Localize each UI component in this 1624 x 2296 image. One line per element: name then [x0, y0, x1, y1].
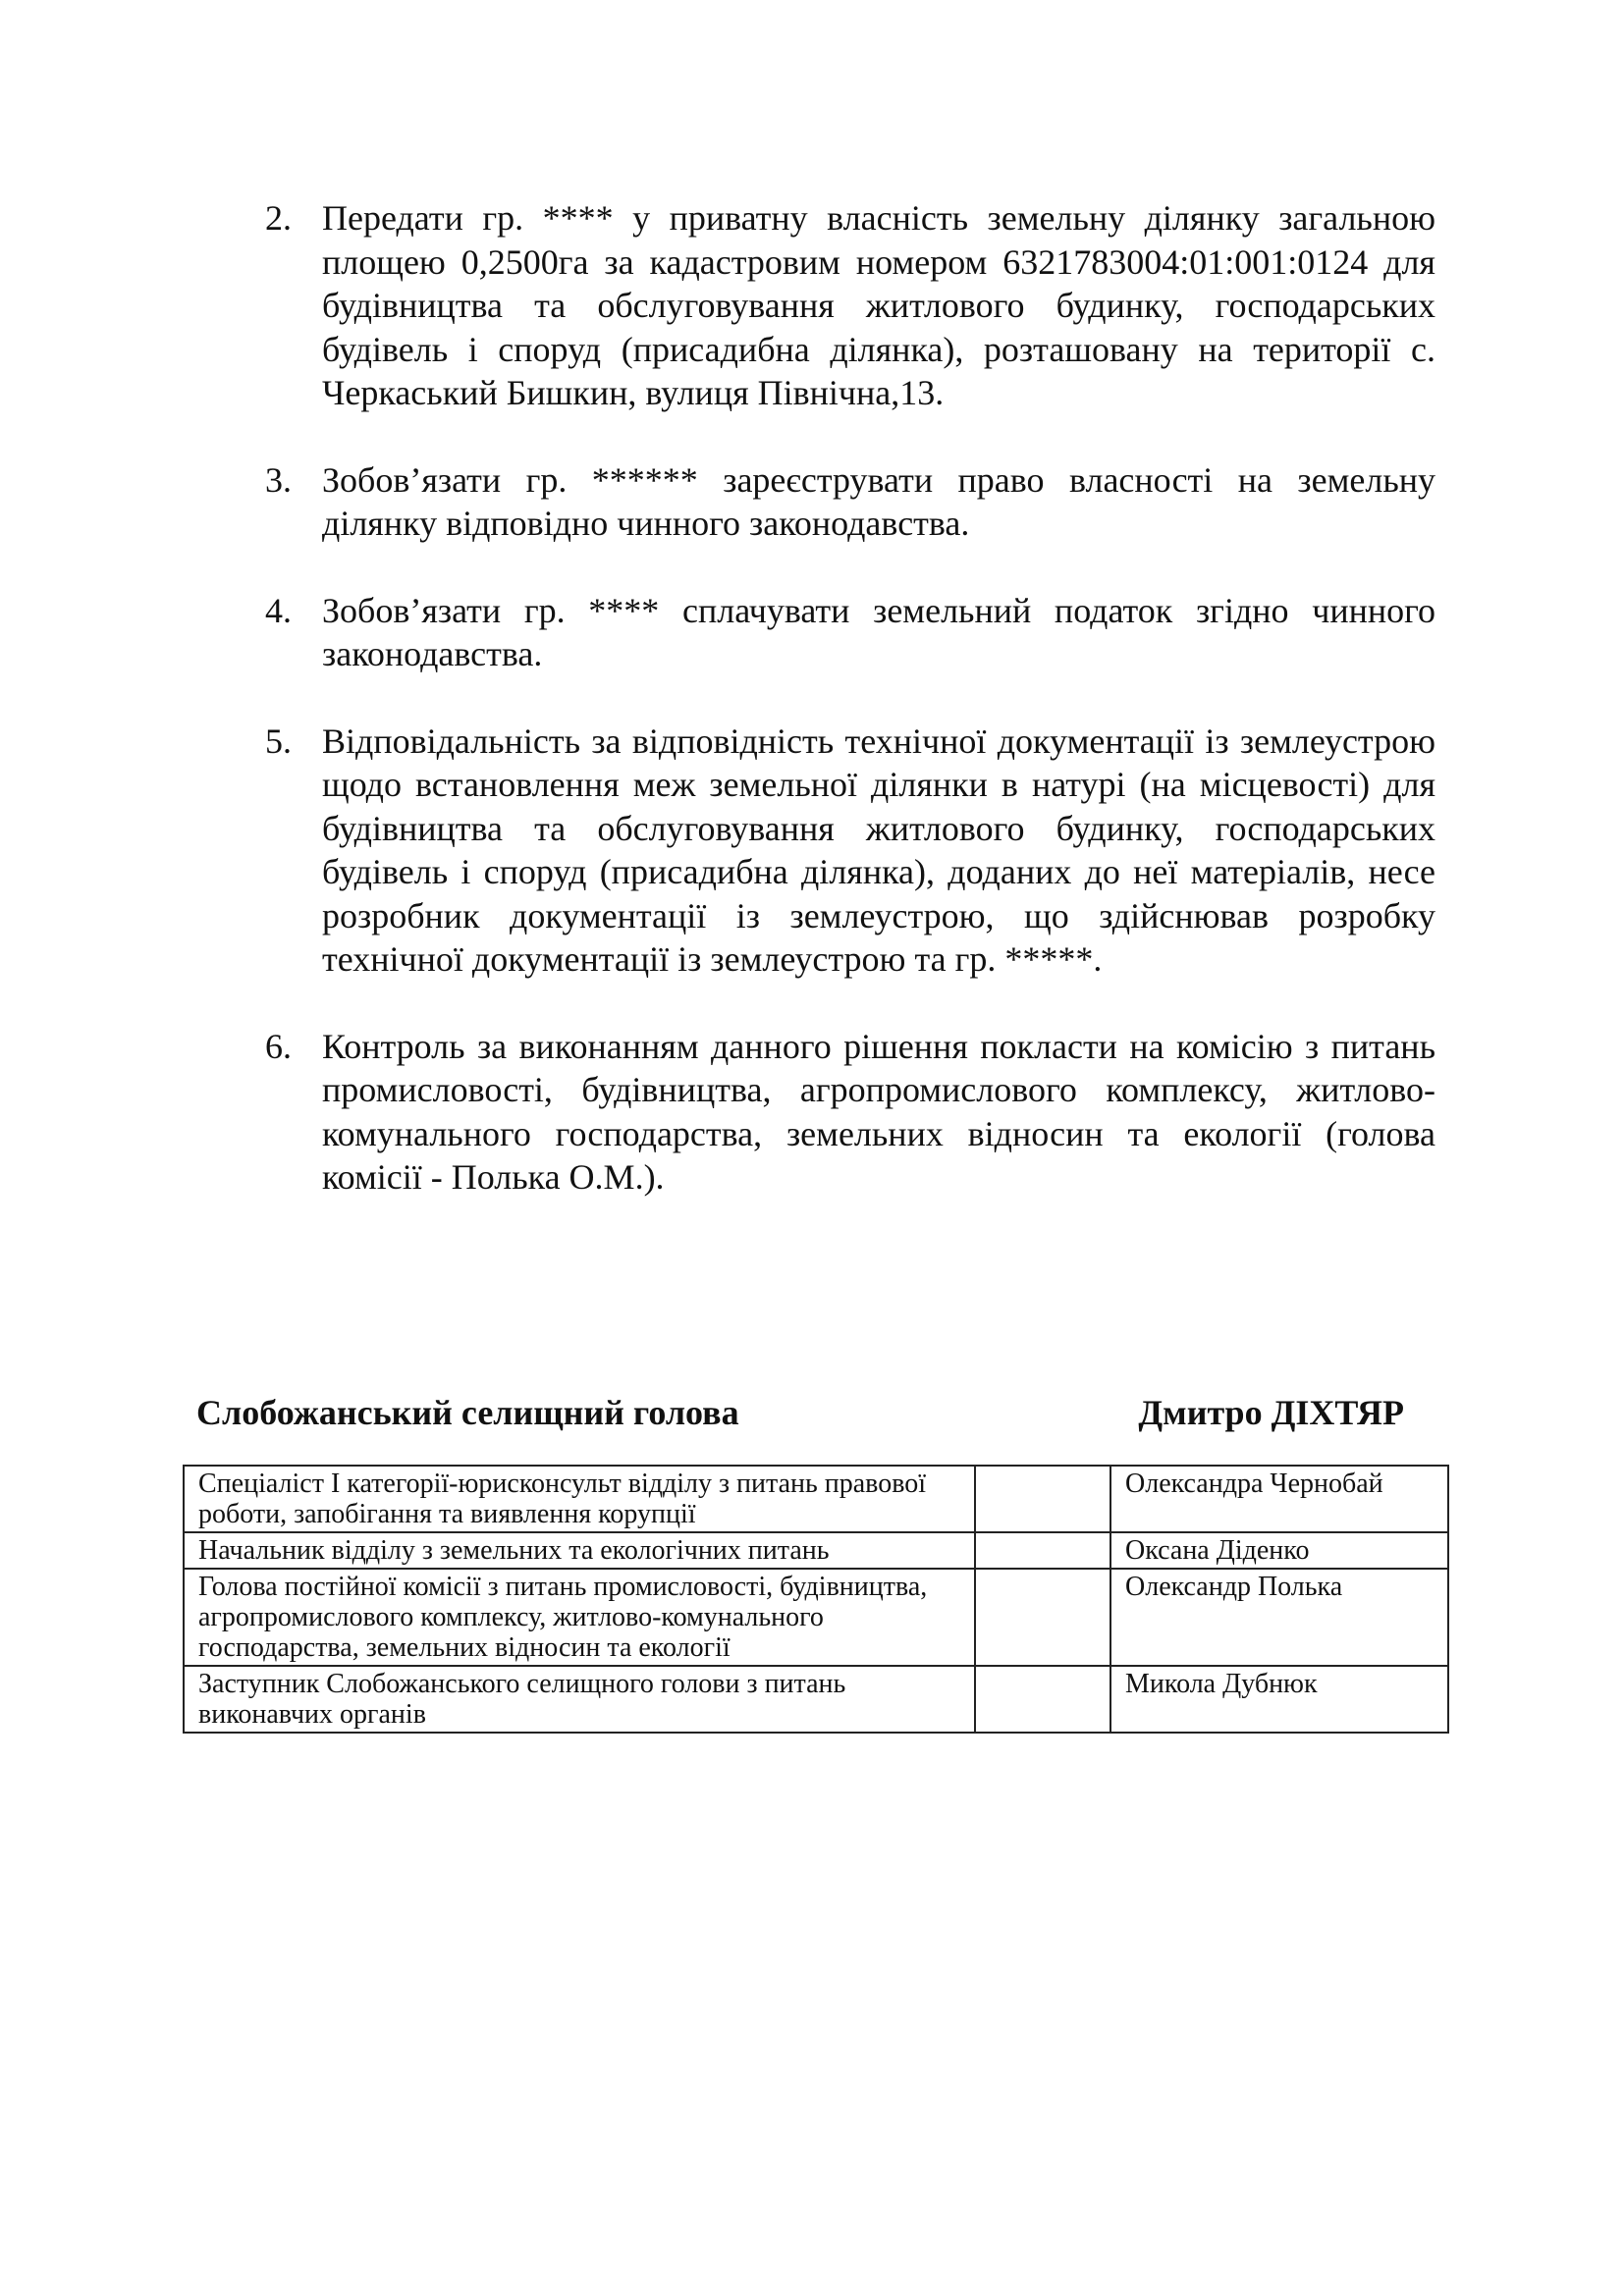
approver-role: Начальник відділу з земельних та екологічних питань — [184, 1532, 975, 1569]
approvals-table — [183, 1465, 1449, 1734]
approver-name: Олександр Полька — [1110, 1569, 1448, 1666]
approver-signature-cell — [975, 1666, 1110, 1733]
item-text: Передати гр. **** у приватну власність земельну ділянку загальною площею 0,2500га за кадастровим номером 6321783004:01:001:0124 для будівництва та обслуговування житлового будинку, господарських будівель і споруд (присадибна ділянка), розташовану на території с. Черкаський Бишкин, вулиця Північна,13. — [322, 198, 1435, 412]
table-row — [184, 1666, 1448, 1733]
item-text: Зобов’язати гр. ****** зареєструвати право власності на земельну ділянку відповідно чинного законодавства. — [322, 459, 1435, 543]
item-number: 4. — [265, 590, 292, 630]
table-row — [184, 1466, 1448, 1532]
signature-block — [196, 1392, 1404, 1441]
decision-item — [265, 589, 1435, 676]
table-row — [184, 1569, 1448, 1666]
item-text: Зобов’язати гр. **** сплачувати земельний податок згідно чинного законодавства. — [322, 590, 1435, 673]
signatory-position: Слобожанський селищний голова — [196, 1393, 739, 1432]
approver-role: Голова постійної комісії з питань промисловості, будівництва, агропромислового комплексу, житлово-комунального господарства, земельних відносин та екології — [184, 1569, 975, 1666]
item-text: Контроль за виконанням данного рішення покласти на комісію з питань промисловості, будівництва, агропромислового комплексу, житлово-комунального господарства, земельних відносин та екології (голова комісії - Полька О.М.). — [322, 1026, 1435, 1197]
table-row — [184, 1532, 1448, 1569]
approver-signature-cell — [975, 1532, 1110, 1569]
approver-signature-cell — [975, 1466, 1110, 1532]
signatory-name: Дмитро ДІХТЯР — [1138, 1393, 1404, 1432]
decision-items-list — [265, 196, 1435, 1243]
approver-name: Микола Дубнюк — [1110, 1666, 1448, 1733]
approver-role: Спеціаліст І категорії-юрисконсульт відділу з питань правової роботи, запобігання та виявлення корупції — [184, 1466, 975, 1532]
decision-item — [265, 1025, 1435, 1200]
item-number: 2. — [265, 198, 292, 238]
decision-item — [265, 720, 1435, 982]
approver-name: Олександра Чернобай — [1110, 1466, 1448, 1532]
item-number: 5. — [265, 721, 292, 761]
approver-signature-cell — [975, 1569, 1110, 1666]
item-number: 6. — [265, 1026, 292, 1066]
approver-role: Заступник Слобожанського селищного голови з питань виконавчих органів — [184, 1666, 975, 1733]
item-text: Відповідальність за відповідність технічної документації із землеустрою щодо встановлення меж земельної ділянки в натурі (на місцевості) для будівництва та обслуговування житлового будинку, господарських будівель і споруд (присадибна ділянка), доданих до неї матеріалів, несе розробник документації із землеустрою, що здійснював розробку технічної документації із землеустрою та гр. *****. — [322, 721, 1435, 979]
approver-name: Оксана Діденко — [1110, 1532, 1448, 1569]
item-number: 3. — [265, 459, 292, 500]
decision-item — [265, 196, 1435, 415]
decision-item — [265, 458, 1435, 546]
